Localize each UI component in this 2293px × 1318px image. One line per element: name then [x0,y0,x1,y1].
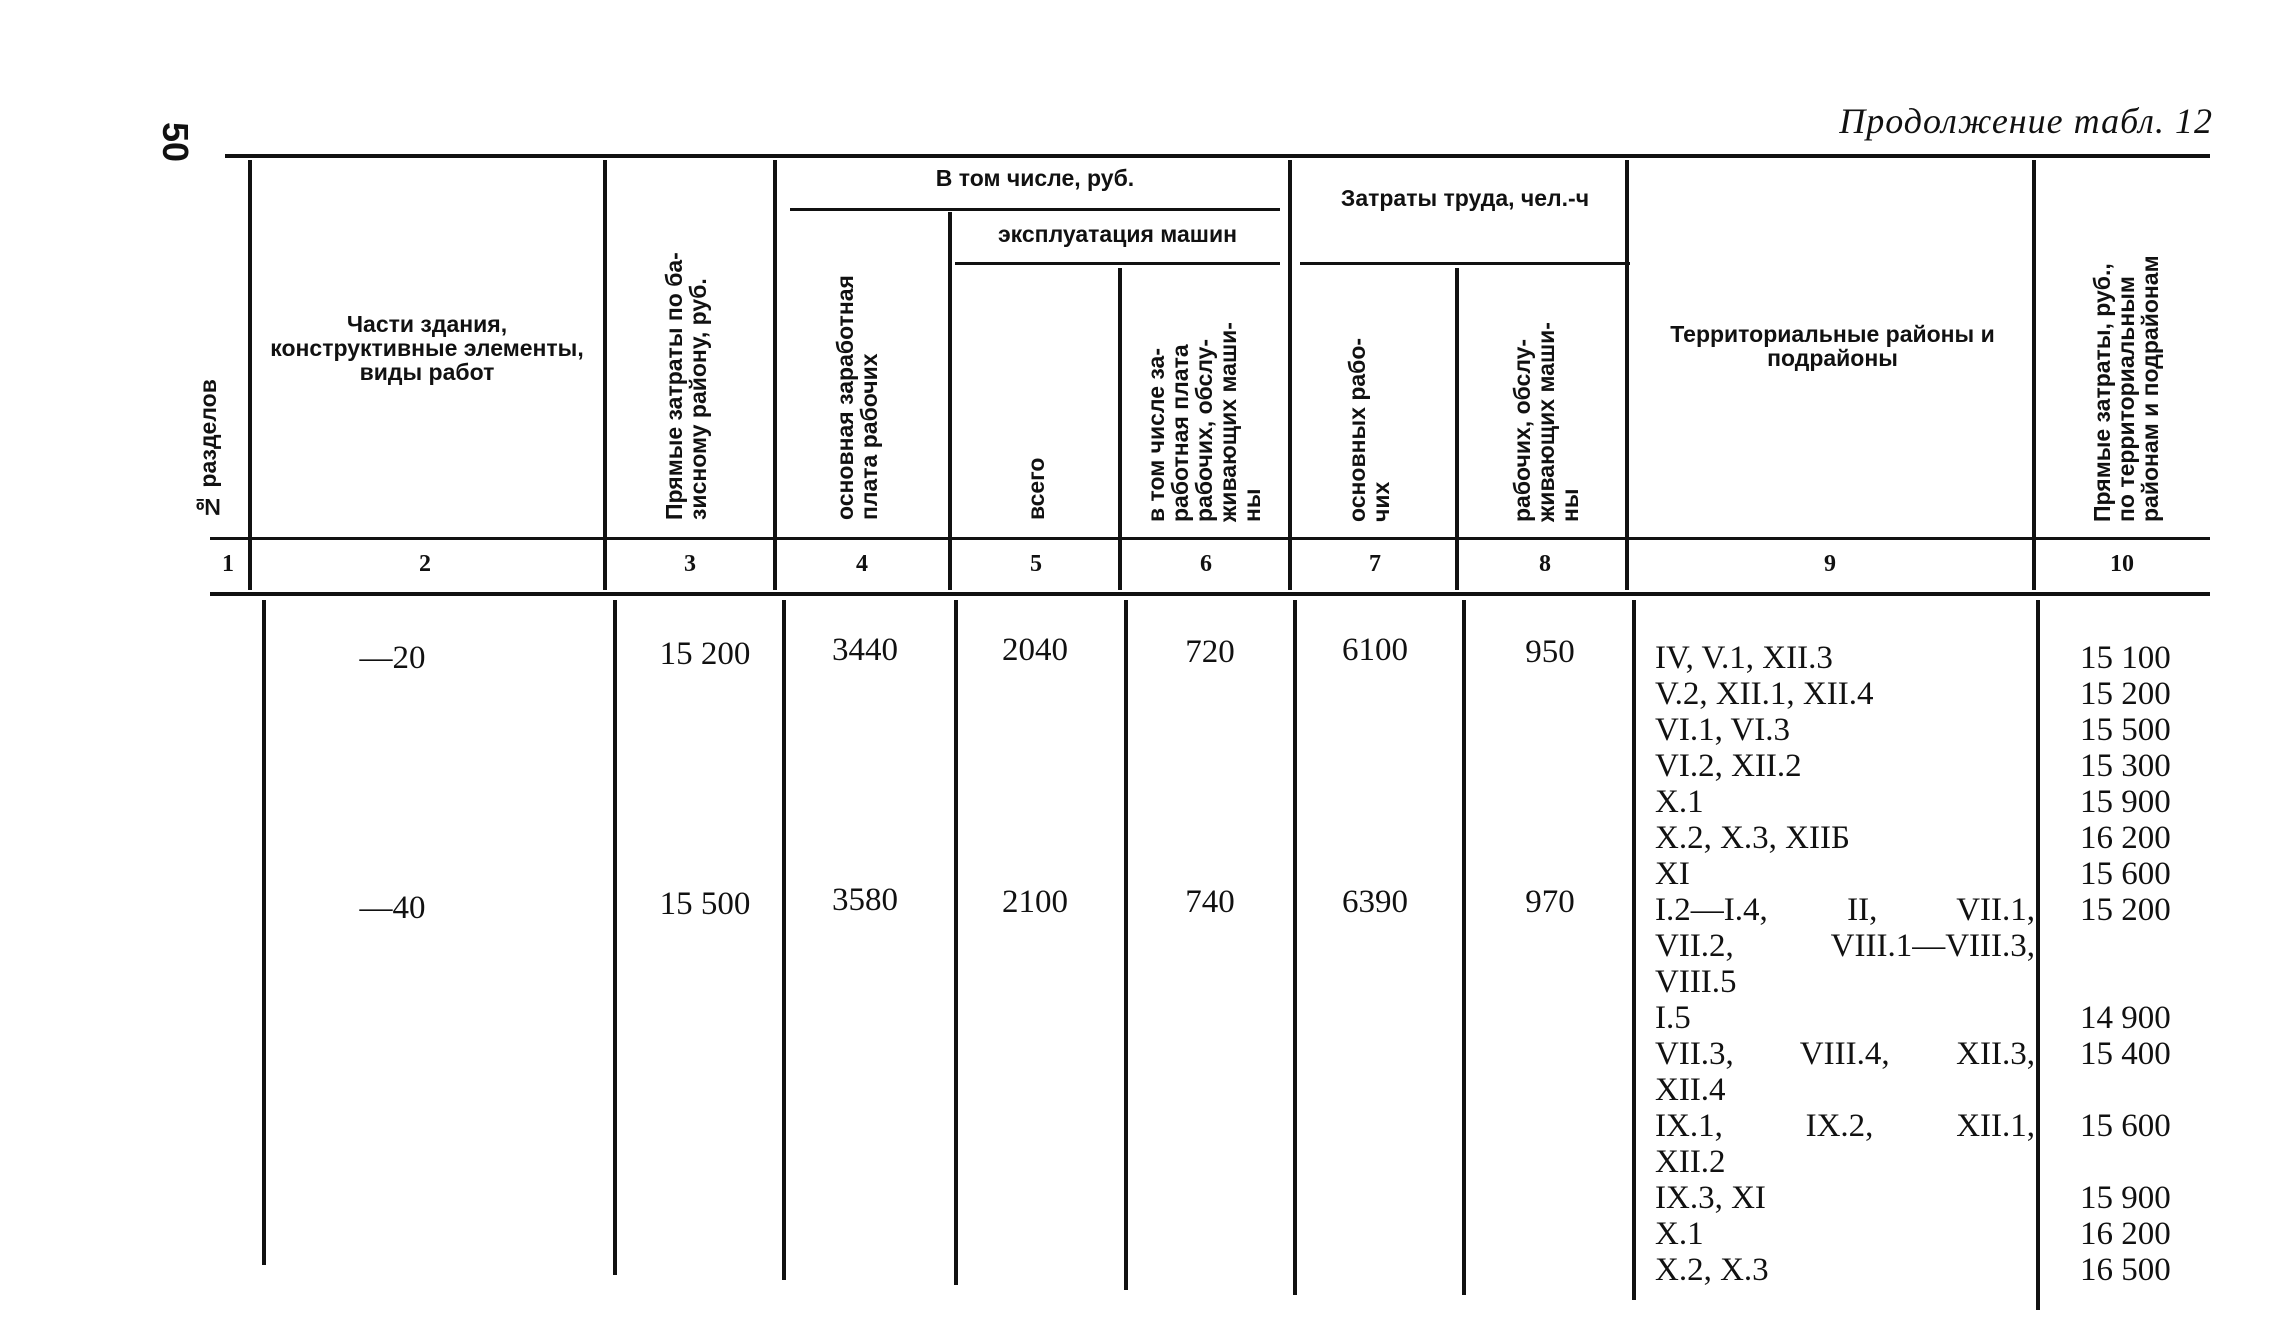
body-vline-1 [262,600,266,1265]
region-price: 14 900 [2080,1000,2171,1036]
region-line: VI.1, VI.3 [1655,712,1791,748]
hdr-vline-6 [1288,160,1292,590]
hdr-vline-4 [948,212,952,590]
row-labor-main: 6390 [1342,884,1408,920]
region-line: XI [1655,856,1690,892]
region-price: 15 400 [2080,1036,2171,1072]
header-machines-total: всего [1023,457,1049,520]
hdr-vline-5 [1118,268,1122,590]
row-base-cost: 15 500 [659,886,751,922]
region-prices-column [2080,640,2200,1288]
row-labor-main: 6100 [1342,632,1408,668]
top-rule [225,154,2210,158]
region-line: VII.3, VIII.4, XII.3, [1655,1036,2035,1072]
region-line: XII.2 [1655,1144,1726,1180]
regions-column [1655,640,2035,1288]
region-price: 16 200 [2080,1216,2171,1252]
row-part: —40 [359,890,426,926]
column-number: 5 [1030,551,1042,577]
region-price: 15 600 [2080,1108,2171,1144]
row-part: —20 [359,640,426,676]
body-vline-4 [954,600,958,1285]
column-number-rule [210,537,2210,540]
body-vline-2 [613,600,617,1275]
table-continuation-label: Продолжение табл. 12 [1839,101,2213,141]
body-vline-6 [1293,600,1297,1295]
body-vline-5 [1124,600,1128,1290]
header-labor-machine: рабочих, обслу- живающих маши- ны [1509,322,1583,522]
row-wages: 3580 [832,882,898,918]
hdr-vline-8 [1625,160,1629,590]
header-group-in-total: В том числе, руб. [935,165,1135,191]
region-line: IX.3, XI [1655,1180,1766,1216]
header-machines-wages: в том числе за- работная плата рабочих, обслу- живающих маши- ны [1143,322,1265,522]
hdr-vline-2 [603,160,607,590]
region-line: VI.2, XII.2 [1655,748,1802,784]
header-region-cost: Прямые затраты, руб., по территориальным районам и подрайонам [2089,255,2163,522]
row-base-cost: 15 200 [659,636,751,672]
row-labor-machine: 970 [1525,884,1575,920]
column-number: 9 [1824,551,1836,577]
hdr-vline-7 [1455,268,1459,590]
region-price: 15 600 [2080,856,2171,892]
row-machines-wages: 740 [1185,884,1235,920]
group-rule-machines [955,262,1280,265]
body-vline-8 [1632,600,1636,1300]
region-line: VIII.5 [1655,964,1737,1000]
region-line: VII.2, VIII.1—VIII.3, [1655,928,2035,964]
group-rule-labor [1300,262,1630,265]
region-line: V.2, XII.1, XII.4 [1655,676,1874,712]
row-machines-total: 2040 [1002,632,1068,668]
column-number: 7 [1369,551,1381,577]
region-price: 15 300 [2080,748,2171,784]
column-number: 4 [856,551,868,577]
hdr-vline-1 [248,160,252,590]
header-base-wages: основная заработная плата рабочих [832,275,882,520]
region-price: 15 900 [2080,784,2171,820]
row-machines-total: 2100 [1002,884,1068,920]
page-number: 50 [155,121,196,163]
region-line: I.2—I.4, II, VII.1, [1655,892,2035,928]
header-building-parts: Части здания, конструктивные элементы, виды работ [270,311,584,385]
region-line: IX.1, IX.2, XII.1, [1655,1108,2035,1144]
region-price: 15 100 [2080,640,2171,676]
hdr-vline-3 [773,160,777,590]
hdr-vline-9 [2032,160,2036,590]
header-bottom-rule [210,592,2210,596]
header-group-labor: Затраты труда, чел.-ч [1340,185,1590,211]
region-price: 16 500 [2080,1252,2171,1288]
column-number: 2 [419,551,431,577]
header-group-machines: эксплуатация машин [997,221,1238,247]
region-price: 15 200 [2080,676,2171,712]
column-number: 6 [1200,551,1212,577]
region-price: 15 900 [2080,1180,2171,1216]
column-number: 8 [1539,551,1551,577]
header-base-cost: Прямые затраты по ба- зисному району, руб. [661,252,711,520]
region-line: I.5 [1655,1000,1691,1036]
header-section-number: № разделов [195,379,221,520]
row-wages: 3440 [832,632,898,668]
region-line: IV, V.1, XII.3 [1655,640,1833,676]
region-price: 15 200 [2080,892,2171,928]
body-vline-3 [782,600,786,1280]
body-vline-7 [1462,600,1466,1295]
header-labor-main: основных рабо- чих [1344,337,1394,522]
group-rule-in-total [790,208,1280,211]
region-line: X.1 [1655,784,1704,820]
column-number: 3 [684,551,696,577]
column-number: 10 [2110,551,2134,577]
header-regions: Территориальные районы и подрайоны [1670,321,1995,371]
region-price: 16 200 [2080,820,2171,856]
region-price: 15 500 [2080,712,2171,748]
region-line: XII.4 [1655,1072,1726,1108]
column-number: 1 [222,551,234,577]
region-line: X.1 [1655,1216,1704,1252]
region-line: X.2, X.3 [1655,1252,1769,1288]
region-line: X.2, X.3, XIIБ [1655,820,1850,856]
body-vline-9 [2036,600,2040,1310]
row-machines-wages: 720 [1185,634,1235,670]
row-labor-machine: 950 [1525,634,1575,670]
